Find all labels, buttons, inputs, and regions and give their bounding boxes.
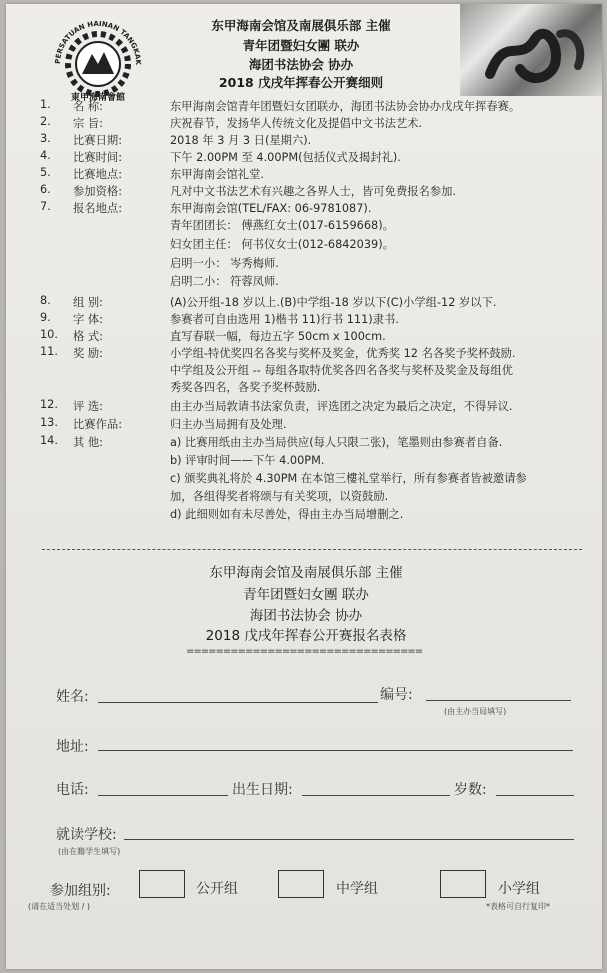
association-logo xyxy=(42,18,154,102)
phone-label: 电话: xyxy=(56,782,89,798)
header-assist: 海团书法协会 协办 xyxy=(248,57,354,72)
rule-number: 4. xyxy=(40,149,51,162)
form-header-title: 2018 戊戌年挥春公开赛报名表格 xyxy=(205,628,407,644)
rule-label: 名 称: xyxy=(73,100,103,113)
logo-chinese-name: 東甲海南會館 xyxy=(70,93,126,102)
age-label: 岁数: xyxy=(454,782,487,798)
rule-number: 5. xyxy=(40,166,51,179)
rule-label: 评 选: xyxy=(73,400,103,413)
other-continuation: b) 评审时间——下午 4.00PM. xyxy=(170,454,325,467)
rule-value: 东甲海南会馆礼堂. xyxy=(170,168,264,181)
calligraphy-photo xyxy=(460,4,602,96)
rule-label: 宗 旨: xyxy=(73,117,103,130)
school-note: (由在籍学生填写) xyxy=(58,847,121,856)
group-note: (请在适当处划 / ) xyxy=(28,902,91,911)
school-label: 就读学校: xyxy=(56,827,117,843)
rule-number: 10. xyxy=(40,328,58,341)
address-field[interactable] xyxy=(98,750,573,751)
other-continuation: d) 此细则如有未尽善处，得由主办当局增删之. xyxy=(170,508,404,521)
number-field[interactable] xyxy=(426,700,571,701)
form-header-organizer: 东甲海南会馆及南展俱乐部 主催 xyxy=(209,565,403,581)
secondary-group-label: 中学组 xyxy=(336,881,378,897)
secondary-group-checkbox[interactable] xyxy=(278,870,324,898)
rule-number: 6. xyxy=(40,183,51,196)
rule-label: 其 他: xyxy=(73,436,103,449)
contact-line: 青年团团长： 傅燕红女士(017-6159668)。 xyxy=(170,219,394,232)
rule-number: 1. xyxy=(40,98,51,111)
form-header-joint: 青年团暨妇女團 联办 xyxy=(243,587,369,603)
rule-label: 字 体: xyxy=(73,313,103,326)
rule-value: 小学组-特优奖四名各奖与奖杯及奖金，优秀奖 12 名各奖予奖杯鼓励. xyxy=(170,347,516,360)
rule-label: 参加资格: xyxy=(73,185,122,198)
form-header-assist: 海团书法协会 协办 xyxy=(249,608,363,624)
number-note: (由主办当局填写) xyxy=(444,707,507,716)
rule-value: 归主办当局拥有及处理. xyxy=(170,418,287,431)
contact-line: 启明一小： 岑秀梅师. xyxy=(170,257,279,270)
header-organizer: 东甲海南会馆及南展俱乐部 主催 xyxy=(211,18,391,33)
rule-number: 11. xyxy=(40,345,58,358)
primary-group-checkbox[interactable] xyxy=(440,870,486,898)
rule-label: 奖 励: xyxy=(73,347,103,360)
award-continuation: 中学组及公开组 -- 每组各取特优奖各四名各奖与奖杯及奖金及每组优 xyxy=(170,364,513,377)
rule-label: 比赛地点: xyxy=(73,168,122,181)
birth-field[interactable] xyxy=(302,795,450,796)
name-label: 姓名: xyxy=(56,689,89,705)
rule-label: 组 别: xyxy=(73,296,103,309)
cut-line xyxy=(42,549,582,550)
rule-value: (A)公开组-18 岁以上.(B)中学组-18 岁以下(C)小学组-12 岁以下. xyxy=(170,296,497,309)
other-continuation: c) 颁奖典礼将於 4.30PM 在本馆三樓礼堂举行，所有参赛者皆被邀请参 xyxy=(170,472,527,485)
rule-number: 8. xyxy=(40,294,51,307)
rule-label: 比赛时间: xyxy=(73,151,122,164)
rule-label: 格 式: xyxy=(73,330,103,343)
rule-value: a) 比赛用纸由主办当局供应(每人只限二张)，笔墨则由参赛者自备. xyxy=(170,436,503,449)
copy-note: *表格可自行复印* xyxy=(486,902,550,911)
address-label: 地址: xyxy=(56,739,89,755)
header-joint: 青年团暨妇女團 联办 xyxy=(242,38,360,53)
rule-value: 凡对中文书法艺术有兴趣之各界人士，皆可免费报名参加. xyxy=(170,185,457,198)
award-continuation: 秀奖各四名，各奖予奖杯鼓励. xyxy=(170,381,321,394)
other-continuation: 加，各组得奖者将颂与有关奖项，以资鼓励. xyxy=(170,490,389,503)
rule-value: 2018 年 3 月 3 日(星期六). xyxy=(170,134,312,147)
name-field[interactable] xyxy=(98,702,378,703)
group-label: 参加组别: xyxy=(50,883,111,899)
rule-number: 3. xyxy=(40,132,51,145)
number-label: 编号: xyxy=(380,687,413,703)
rule-number: 13. xyxy=(40,416,58,429)
header-title: 2018 戊戌年挥春公开赛细则 xyxy=(218,75,384,90)
rule-value: 参赛者可自由选用 1)楷书 11)行书 111)隶书. xyxy=(170,313,399,326)
rule-value: 直写春联一幅，每边五字 50cm x 100cm. xyxy=(170,330,386,343)
primary-group-label: 小学组 xyxy=(498,881,540,897)
rule-value: 由主办当局敦请书法家负责，评选团之决定为最后之决定，不得异议. xyxy=(170,400,513,413)
contact-line: 启明二小： 符蓉凤师. xyxy=(170,275,279,288)
rule-number: 9. xyxy=(40,311,51,324)
rule-value: 东甲海南会馆(TEL/FAX: 06-9781087). xyxy=(170,202,372,215)
birth-label: 出生日期: xyxy=(232,782,293,798)
open-group-label: 公开组 xyxy=(196,881,238,897)
contact-line: 妇女团主任： 何书仪女士(012-6842039)。 xyxy=(170,238,394,251)
logo-arc-text: PERSATUAN HAINAN TANGKAK xyxy=(53,19,143,66)
rule-number: 7. xyxy=(40,200,51,213)
age-field[interactable] xyxy=(496,795,574,796)
form-header-divider: ================================ xyxy=(186,646,423,657)
rule-number: 2. xyxy=(40,115,51,128)
phone-field[interactable] xyxy=(98,795,228,796)
rule-value: 下午 2.00PM 至 4.00PM(包括仪式及揭封礼). xyxy=(170,151,401,164)
open-group-checkbox[interactable] xyxy=(139,870,185,898)
rule-number: 12. xyxy=(40,398,58,411)
rule-value: 庆祝春节，发扬华人传统文化及提倡中文书法艺术. xyxy=(170,117,423,130)
rule-value: 东甲海南会馆青年团暨妇女团联办，海团书法协会协办戊戌年挥春赛。 xyxy=(170,100,521,113)
rule-label: 比赛作品: xyxy=(73,418,122,431)
rule-number: 14. xyxy=(40,434,58,447)
rule-label: 报名地点: xyxy=(73,202,122,215)
school-field[interactable] xyxy=(124,839,574,840)
rule-label: 比赛日期: xyxy=(73,134,122,147)
paper-sheet xyxy=(6,4,602,969)
